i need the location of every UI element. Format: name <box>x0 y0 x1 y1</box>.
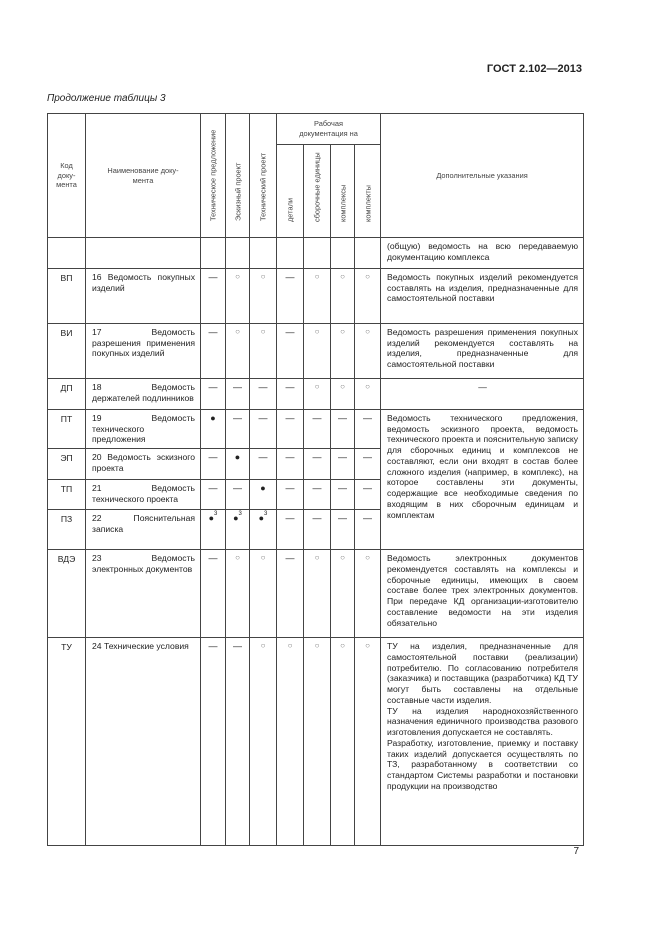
table-row <box>48 410 584 449</box>
table-row <box>48 638 584 846</box>
mark-cell: — <box>331 449 355 480</box>
mark-cell: — <box>277 510 304 550</box>
mark-cell: — <box>304 449 331 480</box>
header-kits: комплекты <box>355 145 381 238</box>
mark-cell: ●$^3$ <box>226 510 250 550</box>
mark-cell: — <box>201 269 226 324</box>
header-name: Наименование доку- мента <box>86 114 201 238</box>
mark-cell: — <box>304 510 331 550</box>
mark-cell: ○ <box>277 638 304 846</box>
mark-cell: ○ <box>304 550 331 638</box>
mark-cell: — <box>201 550 226 638</box>
mark-cell: — <box>331 410 355 449</box>
mark-cell: ○ <box>304 379 331 410</box>
mark-cell: ○ <box>355 638 381 846</box>
mark-cell: ○ <box>304 324 331 379</box>
code-cell: ЭП <box>48 449 86 480</box>
notes-cell: Ведомость покупных изделий рекомендуется составлять на изделия, предназначенные для самостоятельной поставки <box>381 269 584 324</box>
mark-cell: ○ <box>250 324 277 379</box>
mark-cell: — <box>277 449 304 480</box>
mark-cell: ○ <box>226 324 250 379</box>
name-cell: 17 Ведомость разрешения применения покупных изделий <box>86 324 201 379</box>
mark-cell: ○ <box>331 379 355 410</box>
mark-cell: — <box>250 410 277 449</box>
header-code: Код доку- мента <box>48 114 86 238</box>
mark-cell: — <box>355 480 381 510</box>
code-cell: ВДЭ <box>48 550 86 638</box>
mark-cell: — <box>355 510 381 550</box>
mark-cell: ● <box>201 410 226 449</box>
mark-cell: ○ <box>250 638 277 846</box>
header-working-docs: Рабочая документация на <box>277 114 381 145</box>
mark-cell: ● <box>226 449 250 480</box>
mark-cell: — <box>355 410 381 449</box>
table-row <box>48 324 584 379</box>
notes-paragraph: Разработку, изготовление, приемку и поставку таких изделий допускается осуществлять по ТЗ, разработанному в соответствии со стандартом Системы разработки и постановки продукции на производство <box>387 737 579 791</box>
mark-cell: ●$^3$ <box>250 510 277 550</box>
mark-cell: — <box>277 410 304 449</box>
code-cell: ВП <box>48 269 86 324</box>
header-tech-project: Технический проект <box>250 114 277 238</box>
mark-cell: — <box>355 449 381 480</box>
notes-cell: Ведомость разрешения применения покупных изделий рекомендуется составлять на изделия, предназначенные для самостоятельной поставки <box>381 324 584 379</box>
header-complexes: комплексы <box>331 145 355 238</box>
mark-cell: — <box>331 510 355 550</box>
table-caption: Продолжение таблицы 3 <box>47 93 166 104</box>
mark-cell: ○ <box>355 324 381 379</box>
name-cell: 23 Ведомость электронных документов <box>86 550 201 638</box>
name-cell: 19 Ведомость технического предложения <box>86 410 201 449</box>
mark-cell: ○ <box>355 550 381 638</box>
mark-cell: — <box>331 480 355 510</box>
header-draft: Эскизный проект <box>226 114 250 238</box>
notes-cell: (общую) ведомость на всю передаваемую документацию комплекса <box>381 238 584 269</box>
mark-cell: — <box>277 379 304 410</box>
mark-cell: — <box>226 379 250 410</box>
mark-cell: ○ <box>226 550 250 638</box>
mark-cell: — <box>250 379 277 410</box>
mark-cell: ○ <box>250 269 277 324</box>
mark-cell: — <box>250 449 277 480</box>
code-cell: ДП <box>48 379 86 410</box>
mark-cell: — <box>304 480 331 510</box>
code-cell: ПТ <box>48 410 86 449</box>
mark-cell: — <box>201 480 226 510</box>
mark-cell: ○ <box>355 269 381 324</box>
name-cell: 20 Ведомость эскизного проекта <box>86 449 201 480</box>
mark-cell: ○ <box>355 379 381 410</box>
header-assembly: сборочные единицы <box>304 145 331 238</box>
mark-cell: ○ <box>331 550 355 638</box>
code-cell: ВИ <box>48 324 86 379</box>
mark-cell: — <box>277 324 304 379</box>
name-cell: 18 Ведомость держателей подлинников <box>86 379 201 410</box>
mark-cell: — <box>201 449 226 480</box>
notes-paragraph: ТУ на изделия народнохозяйственного назначения единичного производства разового изготовления допускается не составлять. <box>387 705 579 738</box>
mark-cell: — <box>226 410 250 449</box>
mark-cell: — <box>304 410 331 449</box>
mark-cell: ○ <box>331 269 355 324</box>
mark-cell: ○ <box>304 269 331 324</box>
mark-cell: — <box>201 324 226 379</box>
notes-paragraph: ТУ на изделия, предназначенные для самостоятельной поставки (реализации) потребителю. По согласованию потребителя (заказчика) и поставщика (разработчика) КД ТУ могут быть составлены на отдельные составные части изделия. <box>387 641 579 705</box>
code-cell: ТП <box>48 480 86 510</box>
standard-number: ГОСТ 2.102—2013 <box>486 63 582 75</box>
notes-cell: — <box>381 379 584 410</box>
table-row <box>48 550 584 638</box>
header-notes: Дополнительные указания <box>381 114 584 238</box>
mark-cell: — <box>201 379 226 410</box>
mark-cell: — <box>277 480 304 510</box>
header-parts: детали <box>277 145 304 238</box>
mark-cell: ●$^3$ <box>201 510 226 550</box>
table-row <box>48 269 584 324</box>
notes-cell: Ведомость электронных документов рекомендуется составлять на комплексы и сборочные единицы, имеющих в своем составе более трех электронных документов. При передаче КД организации-изготовителю составление ведомости на эти изделия обязательно <box>381 550 584 638</box>
mark-cell: ○ <box>304 638 331 846</box>
mark-cell: — <box>226 638 250 846</box>
mark-cell: ○ <box>331 324 355 379</box>
mark-cell: ○ <box>331 638 355 846</box>
mark-cell: ○ <box>226 269 250 324</box>
mark-cell: — <box>226 480 250 510</box>
page-number: 7 <box>573 846 579 857</box>
table-row <box>48 238 584 269</box>
mark-cell: — <box>201 638 226 846</box>
name-cell: 21 Ведомость технического проекта <box>86 480 201 510</box>
mark-cell: ● <box>250 480 277 510</box>
name-cell: 24 Технические условия <box>86 638 201 846</box>
code-cell: ПЗ <box>48 510 86 550</box>
code-cell: ТУ <box>48 638 86 846</box>
mark-cell: ○ <box>250 550 277 638</box>
name-cell: 22 Пояснительная записка <box>86 510 201 550</box>
header-tech-proposal: Техническое предложение <box>201 114 226 238</box>
table-row <box>48 379 584 410</box>
name-cell: 16 Ведомость покупных изделий <box>86 269 201 324</box>
mark-cell: — <box>277 269 304 324</box>
mark-cell: — <box>277 550 304 638</box>
document-types-table <box>47 113 584 846</box>
notes-cell-merged: Ведомость технического предложения, ведомость эскизного проекта, ведомость технического проекта и пояснительную записку для сборочных единиц и комплексов не составляют, если они входят в состав более сложного изделия (например, в комплекс), на которое составлены эти документы, содержащие все необходимые сведения по входящим в них сборочным единицам и комплектам <box>381 410 584 550</box>
notes-cell <box>381 638 584 846</box>
